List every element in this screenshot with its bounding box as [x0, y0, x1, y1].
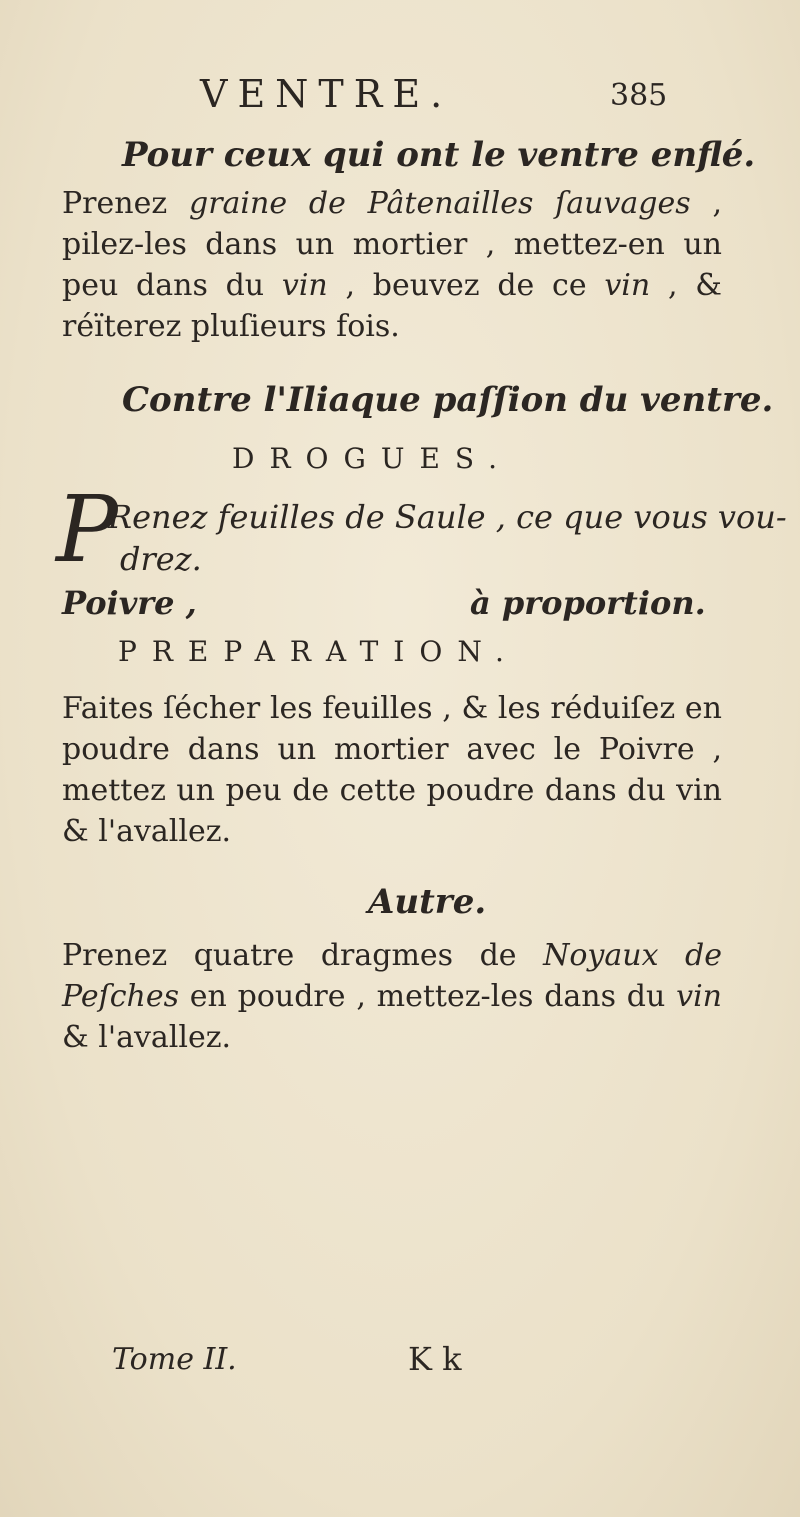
paragraph-enfle: Prenez graine de Pâtenailles ſauvages , pilez-les dans un mortier , mettez-en un peu dans du vin , beuvez de ce vin , & réïterez pluſieurs fois. [62, 186, 723, 344]
paragraph-preparation: Faites ſécher les feuilles , & les réduiſez en poudre dans un mortier avec le Poivre , mettez un peu de cette poudre dans du vin & l'avallez. [62, 691, 722, 849]
section-title-iliaque: Contre l'Iliaque paſſion du ventre. [122, 380, 774, 420]
preparation-heading: PREPARATION. [118, 635, 519, 668]
ingredient-poivre-quantity: à proportion. [470, 584, 706, 622]
ingredient-saule-line1: Renez feuilles de Saule , ce que vous vou- [108, 498, 787, 536]
section-title-enfle: Pour ceux qui ont le ventre enflé. [122, 135, 756, 175]
ingredient-saule-line2: drez. [120, 540, 202, 578]
signature-mark: K k [408, 1340, 462, 1378]
paragraph-autre: Prenez quatre dragmes de Noyaux de Peſches en poudre , mettez-les dans du vin & l'avallez. [62, 938, 722, 1055]
section-title-autre: Autre. [368, 882, 487, 922]
drogues-heading: DROGUES. [232, 442, 512, 475]
page-number: 385 [610, 78, 668, 113]
ingredient-poivre-name: Poivre , [62, 584, 197, 622]
running-title: VENTRE. [200, 72, 453, 116]
drop-cap: P [56, 476, 118, 583]
volume-label: Tome II. [112, 1342, 237, 1377]
